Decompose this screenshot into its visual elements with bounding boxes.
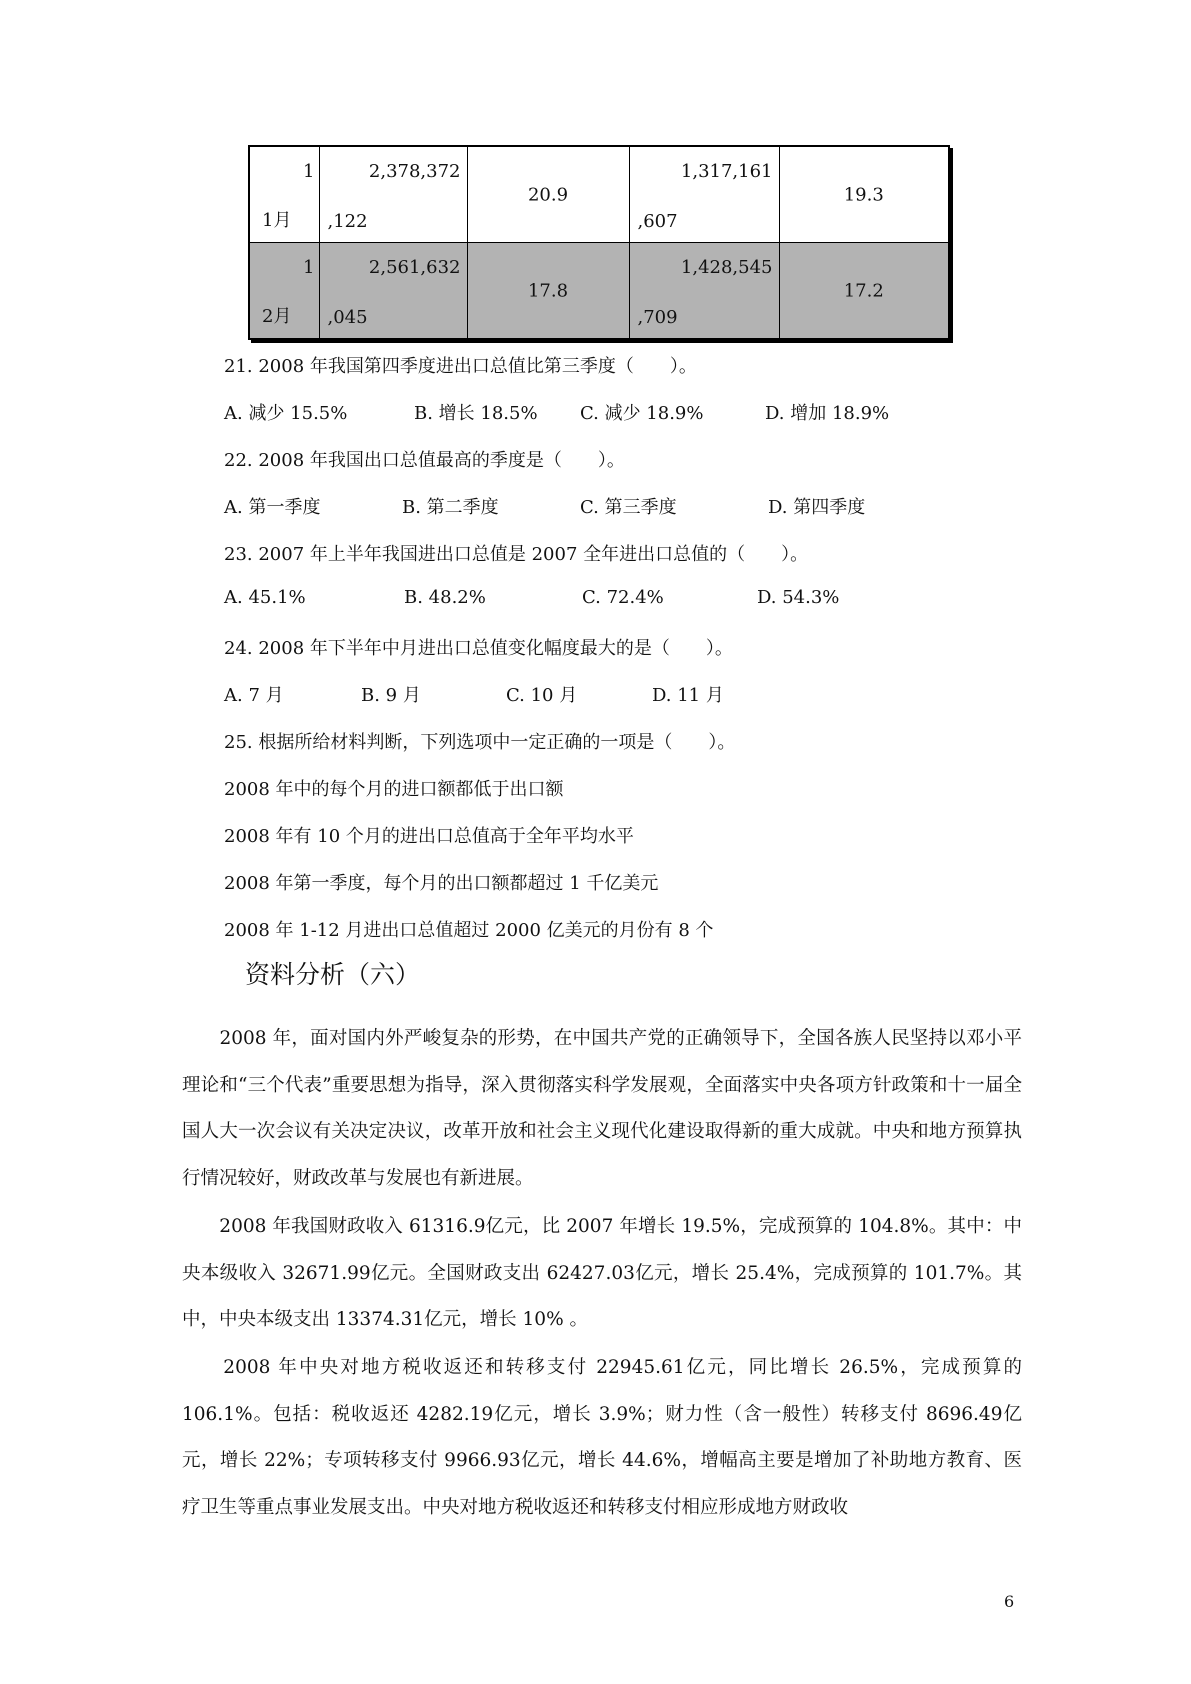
export-value-bottom: ,607 [637,211,678,232]
question-24-stem: 24. 2008 年下半年中月进出口总值变化幅度最大的是（ ）。 [224,638,733,659]
total-value-cell [319,146,467,243]
month-top: 1 [303,161,315,182]
export-value-bottom: ,709 [637,307,678,328]
month-cell [249,243,319,340]
export-growth: 17.2 [843,280,884,301]
q22-option-d: D. 第四季度 [768,497,866,518]
q23-option-b: B. 48.2% [404,587,486,608]
export-growth-cell [779,243,949,340]
q22-option-c: C. 第三季度 [580,497,677,518]
q22-option-a: A. 第一季度 [224,497,321,518]
export-value-cell [629,146,779,243]
export-value-top: 1,428,545 [680,257,773,278]
export-growth: 19.3 [843,184,884,205]
q23-option-a: A. 45.1% [224,587,306,608]
q21-option-b: B. 增长 18.5% [414,403,538,424]
question-23-stem: 23. 2007 年上半年我国进出口总值是 2007 全年进出口总值的（ ）。 [224,544,809,565]
total-growth: 20.9 [527,184,569,205]
q23-option-d: D. 54.3% [757,587,840,608]
q21-option-a: A. 减少 15.5% [224,403,348,424]
q24-option-c: C. 10 月 [506,685,578,706]
total-value-top: 2,561,632 [368,257,461,278]
month-bottom: 1月 [262,210,292,231]
page-number: 6 [1004,1592,1015,1611]
q24-option-a: A. 7 月 [224,685,284,706]
total-value-top: 2,378,372 [368,161,461,182]
q23-option-c: C. 72.4% [582,587,664,608]
question-21-stem: 21. 2008 年我国第四季度进出口总值比第三季度（ ）。 [224,356,697,377]
section-title: 资料分析（六） [245,960,421,989]
table-row [249,243,949,340]
statement-4: 2008 年 1-12 月进出口总值超过 2000 亿美元的月份有 8 个 [224,920,714,941]
export-value-cell [629,243,779,340]
total-value-cell [319,243,467,340]
question-22-stem: 22. 2008 年我国出口总值最高的季度是（ ）。 [224,450,625,471]
table-row [249,146,949,243]
q24-option-d: D. 11 月 [652,685,724,706]
export-growth-cell [779,146,949,243]
total-growth-cell [467,146,629,243]
q22-option-b: B. 第二季度 [402,497,499,518]
total-value-bottom: ,122 [327,211,368,232]
q21-option-d: D. 增加 18.9% [765,403,890,424]
month-cell [249,146,319,243]
question-25-stem: 25. 根据所给材料判断，下列选项中一定正确的一项是（ ）。 [224,732,736,753]
total-growth: 17.8 [527,280,569,301]
paragraph-3: 2008 年中央对地方税收返还和转移支付 22945.61亿元，同比增长 26.5%，完成预算的 106.1%。包括：税收返还 4282.19亿元，增长 3.9%；财力性（含一般性）转移支付 8696.49亿元，增长 22%；专项转移支付 9966.93亿元，增长 44.6%，增幅高主要是增加了补助地方教育、医疗卫生等重点事业发展支出。中央对地方税收返还和转移支付相应形成地方财政收 [182,1357,1022,1518]
month-bottom: 2月 [262,306,292,327]
paragraph-1: 2008 年，面对国内外严峻复杂的形势，在中国共产党的正确领导下，全国各族人民坚持以邓小平理论和“三个代表”重要思想为指导，深入贯彻落实科学发展观，全面落实中央各项方针政策和十一届全国人大一次会议有关决定决议，改革开放和社会主义现代化建设取得新的重大成就。中央和地方预算执行情况较好，财政改革与发展也有新进展。 [182,1028,1022,1189]
statement-1: 2008 年中的每个月的进口额都低于出口额 [224,779,564,800]
trade-data-table [248,145,950,340]
q21-option-c: C. 减少 18.9% [580,403,704,424]
total-growth-cell [467,243,629,340]
total-value-bottom: ,045 [327,307,368,328]
paragraph-2: 2008 年我国财政收入 61316.9亿元，比 2007 年增长 19.5%，完成预算的 104.8%。其中：中央本级收入 32671.99亿元。全国财政支出 62427.03亿元，增长 25.4%，完成预算的 101.7%。其中，中央本级支出 13374.31亿元，增长 10% 。 [182,1216,1022,1330]
month-top: 1 [303,257,315,278]
statement-2: 2008 年有 10 个月的进出口总值高于全年平均水平 [224,826,634,847]
q24-option-b: B. 9 月 [361,685,421,706]
statement-3: 2008 年第一季度，每个月的出口额都超过 1 千亿美元 [224,873,659,894]
export-value-top: 1,317,161 [680,161,773,182]
